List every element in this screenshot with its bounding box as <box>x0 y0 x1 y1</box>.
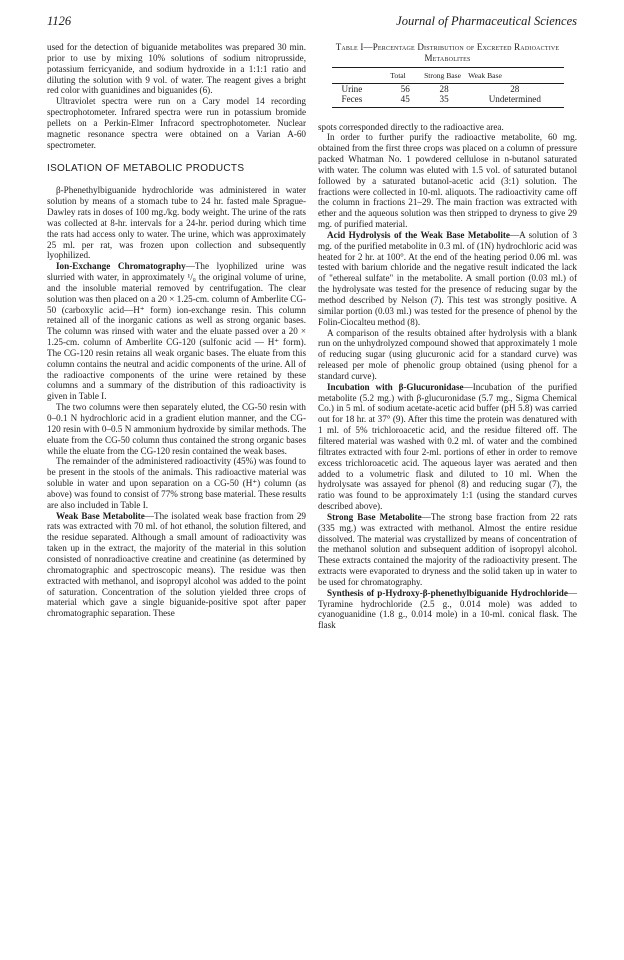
paragraph-text: —Incubation of the purified metabolite (5.2 mg.) with β-glucuronidase (5.7 mg., Sigma Chemical Co.) in 5 ml. of sodium acetate-acetic acid buffer (pH 5.8) was carried out for 18 hr. at 37° (9). After this time the protein was denatured with 1 ml. of 5% trichloroacetic acid, and the residue filtered off. The filtered material was washed with 0.2 ml. of water and the combined filtrates extracted with four 2-ml. portions of ether in order to remove excess trichloroacetic acid. The aqueous layer was aerated and then added to a volumetric flask and diluted to 10 ml. When the hydrolysate was assayed for phenol (8) and reducing sugar (7), the ratio was found to be approximately 1:1 (using the standard curves described above). <box>318 381 577 512</box>
table-cell: Undetermined <box>466 94 563 107</box>
run-in-heading: Incubation with β-Glucuronidase <box>327 381 464 392</box>
paragraph <box>47 261 306 402</box>
run-in-heading: Synthesis of p-Hydroxy-β-phenethylbiguanide Hydrochloride <box>327 587 568 598</box>
paragraph: The remainder of the administered radioactivity (45%) was found to be present in the stools of the animals. This radioactive material was soluble in water and upon separation on a CG-50 (H⁺) column (as above) was found to consist of 77% strong base material. These results are also included in Table I. <box>47 456 306 510</box>
journal-title: Journal of Pharmaceutical Sciences <box>396 14 577 28</box>
right-column <box>318 42 577 942</box>
table-cell: Urine <box>341 83 363 94</box>
table-caption <box>318 42 577 64</box>
run-in-heading: Acid Hydrolysis of the Weak Base Metabolite <box>327 229 510 240</box>
paragraph-text: —The strong base fraction from 22 rats (335 mg.) was extracted with methanol. Almost the entire residue dissolved. The material was crystallized by means of concentration of the methanol solution and subsequent addition of isopropyl alcohol. These extracts contained the majority of the radioactivity present. The extracts were evaporated to dryness and the solid taken up in water to be used for chromatography. <box>318 511 577 587</box>
table-row <box>332 83 564 94</box>
table-cell: Feces <box>332 94 389 107</box>
paragraph: Ultraviolet spectra were run on a Cary model 14 recording spectrophotometer. Infrared spectra were run in potassium bromide pellets on a Perkin-Elmer Infracord spectrophotometer. Nuclear magnetic resonance spectra were obtained on a Varian A-60 spectrometer. <box>47 96 306 150</box>
table-cell: 45 <box>388 94 422 107</box>
table-header-cell <box>332 70 389 83</box>
page-number: 1126 <box>47 14 72 28</box>
paragraph <box>318 512 577 588</box>
table-label: Table I <box>335 42 364 52</box>
paragraph-text: —The lyophilized urine was slurried with water, in approximately ¹/₈ the original volume of urine, and the insoluble material removed by centrifugation. The clear solution was then placed on a 20 × 1.25-cm. column of Amberlite CG-50 (carboxylic acid—H⁺ form) ion-exchange resin. This column retained all of the inorganic cations as well as strong organic bases. The column was rinsed with water and the eluate passed over a 20 × 1.25-cm. column of Amberlite CG-120 (sulfonic acid — H⁺ form). The CG-120 resin retains all weak organic bases. The eluate from this column contains the neutral and acidic components of the urine. All of the radioactive components of the urine were retained by these columns and a summary of the distribution of this radioactivity is given in Table I. <box>47 261 306 402</box>
paragraph: β-Phenethylbiguanide hydrochloride was administered in water solution by means of a stomach tube to 24 hr. fasted male Sprague-Dawley rats in doses of 100 mg./kg. body weight. The urine of the rats was collected at 8-hr. intervals for a 24-hr. period during which time the rats had access only to water. The urine, which was approximately 25 ml. per rat, was frozen upon collection and subsequently lyophilized. <box>47 185 306 261</box>
paragraph <box>318 230 577 328</box>
paragraph <box>318 382 577 512</box>
paragraph <box>318 588 577 631</box>
table-header-cell: Strong Base <box>422 70 466 83</box>
table-row <box>332 94 564 107</box>
run-in-heading: Ion-Exchange Chromatography <box>56 261 186 272</box>
paragraph-text: —A solution of 3 mg. of the purified metabolite in 0.3 ml. of (1N) hydrochloric acid was heated for 2 hr. at 100°. At the end of the heating period 0.06 ml. was tested with barium chloride and the negative result indicated the lack of "ethereal sulfate" in the metabolite. A small portion (0.03 ml.) of the hydrolysate was tested for the presence of reducing sugar by the method described by Nelson (7). This test was strongly positive. A similar portion (0.03 ml.) was tested for the presence of phenol by the Folin-Ciocalteu method (8). <box>318 229 577 327</box>
distribution-table <box>332 67 564 108</box>
table-cell: 35 <box>422 94 466 107</box>
table-header-cell: Weak Base <box>466 70 563 83</box>
run-in-heading: Weak Base Metabolite <box>56 510 145 521</box>
paragraph <box>47 511 306 619</box>
paragraph: used for the detection of biguanide metabolites was prepared 30 min. prior to use by mixing 10% solutions of sodium nitroprusside, potassium ferricyanide, and sodium hydroxide in a 1:1:1 ratio and diluting the solution with 9 vol. of water. The reagent gives a bright red color with guanidines and biguanides (6). <box>47 42 306 96</box>
table-cell: 28 <box>439 83 449 94</box>
paragraph: In order to further purify the radioactive metabolite, 60 mg. obtained from the first three crops was placed on a column of pressure packed Whatman No. 1 powdered cellulose in n-butanol saturated with water. The column was eluted with 1.5 vol. of saturated butanol followed by a saturated butanol-acetic acid (3:1) solution. The fractions were collected in 10-ml. aliquots. The radioactivity came off the column in fractions 21–29. The main fraction was extracted with ether and the aqueous solution was then stripped to dryness to give 29 mg. of purified material. <box>318 132 577 230</box>
table-cell: 28 <box>510 83 520 94</box>
run-in-heading: Strong Base Metabolite <box>327 511 422 522</box>
paragraph: The two columns were then separately eluted, the CG-50 resin with 0–0.1 N hydrochloric acid in a gradient elution manner, and the CG-120 resin with 0–0.5 N ammonium hydroxide by similar methods. The eluate from the CG-50 column thus contained the strong organic bases while the eluate from the CG-120 resin contained the weak bases. <box>47 402 306 456</box>
paragraph: A comparison of the results obtained after hydrolysis with a blank run on the unhydrolyzed compound showed that approximately 1 mole of reducing sugar (using glucuronic acid for a standard curve) was released per mole of phenolic group obtained (using phenol for a standard curve). <box>318 327 577 381</box>
table-title: —Percentage Distribution of Excreted Radioactive Metabolites <box>363 42 560 63</box>
running-header <box>47 14 577 32</box>
left-column <box>47 42 306 942</box>
table-cell: 56 <box>400 83 410 94</box>
paragraph-text: —The isolated weak base fraction from 29 rats was extracted with 70 ml. of hot ethanol, the solution filtered, and the residue separated. Although a small amount of radioactivity was taken up in the extract, the majority of the material in this solution consisted of nonradioactive creatine and creatinine (as determined by chromatographic and spectroscopic means). The residue was then extracted with methanol, and isopropyl alcohol was added to the point of saturation. Concentration of the solution yielded three crops of material which gave a single biguanide-positive spot after paper chromatographic separation. These <box>47 510 306 619</box>
paragraph: spots corresponded directly to the radioactive area. <box>318 121 504 132</box>
table-header-cell: Total <box>388 70 422 83</box>
section-heading: ISOLATION OF METABOLIC PRODUCTS <box>47 163 245 175</box>
paragraph-text: —Tyramine hydrochloride (2.5 g., 0.014 mole) was added to cyanoguanidine (1.8 g., 0.014 mole) in a 10-ml. conical flask. The flask <box>318 587 577 631</box>
